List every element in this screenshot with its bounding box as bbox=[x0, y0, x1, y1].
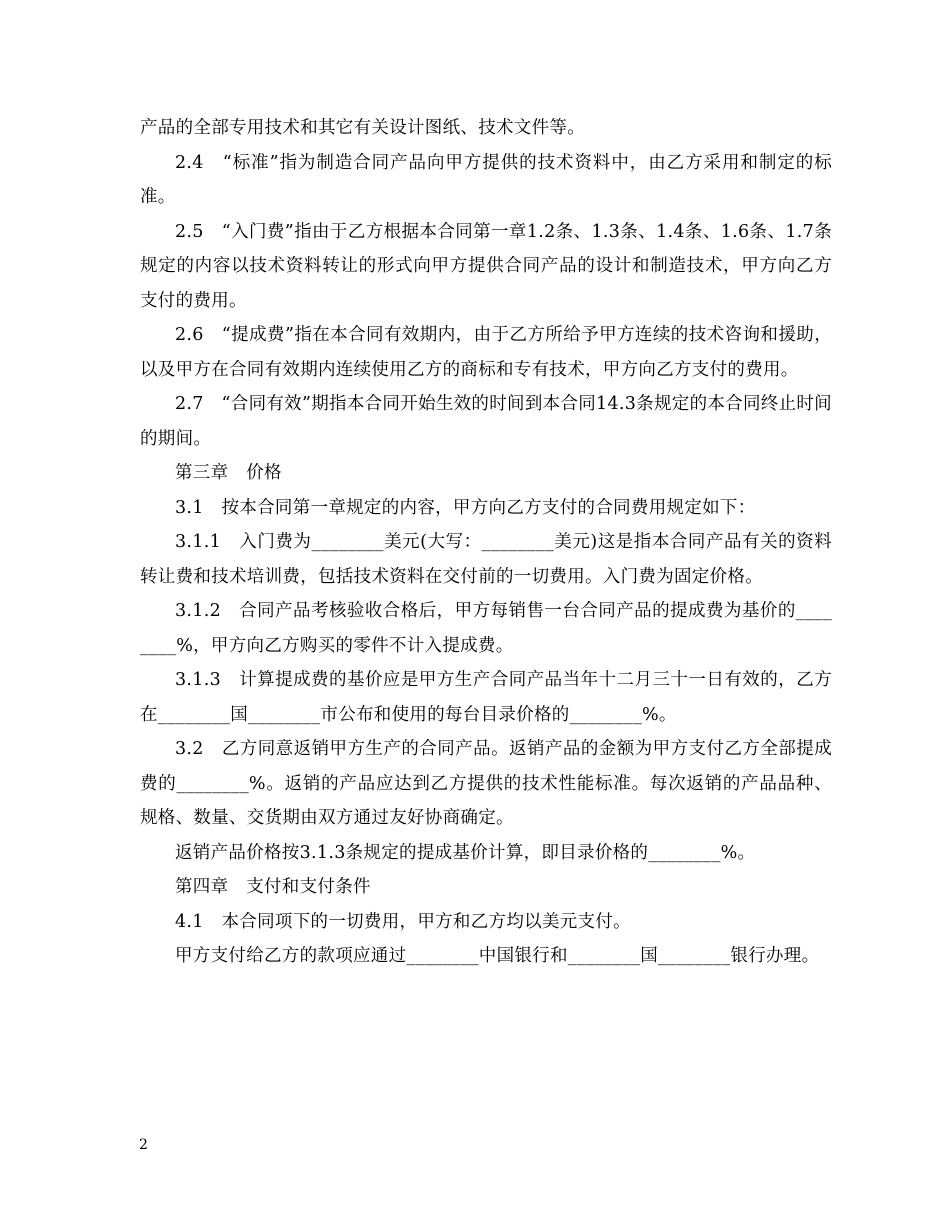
paragraph-buyback-price: 返销产品价格按3.1.3条规定的提成基价计算，即目录价格的________%。 bbox=[175, 842, 756, 863]
chapter-4-heading: 第四章 支付和支付条件 bbox=[175, 877, 371, 897]
paragraph-payment-bank: 甲方支付给乙方的款项应通过________中国银行和________国________银行办理。 bbox=[175, 946, 820, 966]
paragraph-3-1-2: 3.1.2 合同产品考核验收合格后，甲方每销售一台合同产品的提成费为基价的________%，甲方向乙方购买的零件不计入提成费。 bbox=[140, 601, 832, 656]
page-number: 2 bbox=[139, 1137, 148, 1153]
paragraph-3-1-3: 3.1.3 计算提成费的基价应是甲方生产合同产品当年十二月三十一日有效的，乙方在________国________市公布和使用的每台目录价格的________%。 bbox=[140, 670, 832, 725]
paragraph-3-1-1: 3.1.1 入门费为________美元(大写：________美元)这是指本合同产品有关的资料转让费和技术培训费，包括技术资料在交付前的一切费用。入门费为固定价格。 bbox=[140, 532, 832, 587]
paragraph-2-4-standard: 2.4 “标准”指为制造合同产品向甲方提供的技术资料中，由乙方采用和制定的标准。 bbox=[140, 152, 832, 207]
paragraph-tech-docs-continuation: 产品的全部专用技术和其它有关设计图纸、技术文件等。 bbox=[140, 118, 585, 138]
paragraph-3-2: 3.2 乙方同意返销甲方生产的合同产品。返销产品的金额为甲方支付乙方全部提成费的________%。返销的产品应达到乙方提供的技术性能标准。每次返销的产品品种、规格、数量、交货期由双方通过友好协商确定。 bbox=[140, 739, 832, 828]
chapter-3-heading: 第三章 价格 bbox=[175, 463, 282, 483]
paragraph-2-7-validity: 2.7 “合同有效”期指本合同开始生效的时间到本合同14.3条规定的本合同终止时间的期间。 bbox=[140, 394, 832, 449]
paragraph-2-6-royalty: 2.6 “提成费”指在本合同有效期内，由于乙方所给予甲方连续的技术咨询和援助，以及甲方在合同有效期内连续使用乙方的商标和专有技术，甲方向乙方支付的费用。 bbox=[140, 325, 832, 380]
paragraph-2-5-entry-fee: 2.5 “入门费”指由于乙方根据本合同第一章1.2条、1.3条、1.4条、1.6条、1.7条规定的内容以技术资料转让的形式向甲方提供合同产品的设计和制造技术，甲方向乙方支付的费用。 bbox=[140, 221, 832, 311]
paragraph-3-1: 3.1 按本合同第一章规定的内容，甲方向乙方支付的合同费用规定如下： bbox=[175, 497, 756, 518]
document-body bbox=[140, 111, 832, 974]
paragraph-4-1: 4.1 本合同项下的一切费用，甲方和乙方均以美元支付。 bbox=[175, 911, 631, 932]
